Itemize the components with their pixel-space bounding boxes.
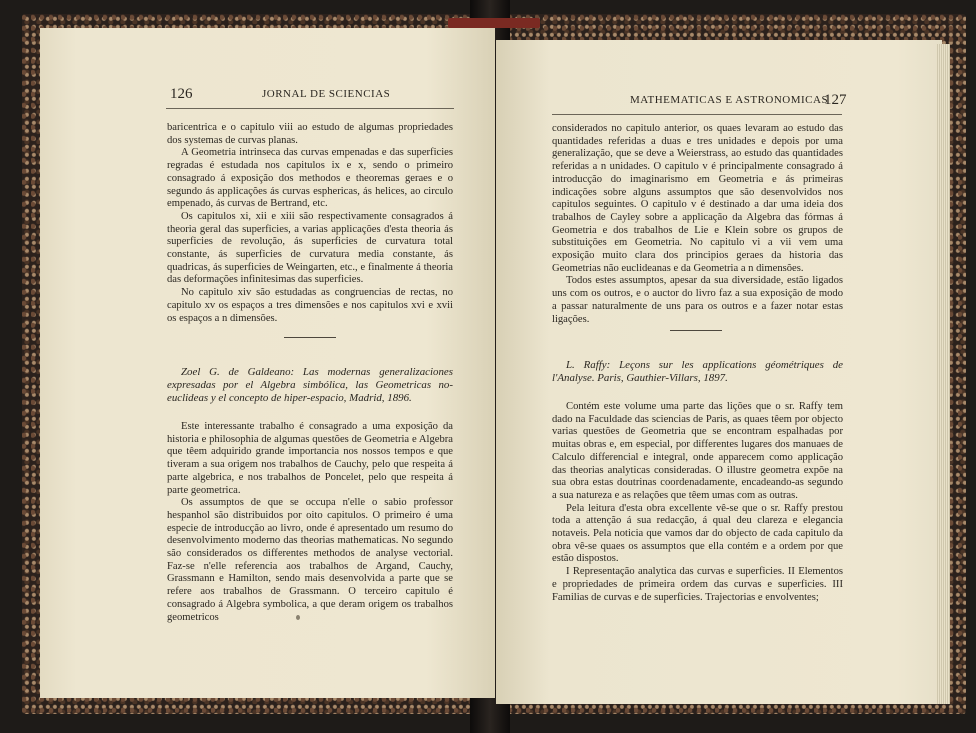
header-rule	[552, 114, 842, 115]
text-column	[552, 123, 843, 326]
bookmark-ribbon	[448, 18, 540, 28]
page-number: 126	[170, 86, 193, 102]
running-head: JORNAL DE SCIENCIAS	[262, 88, 391, 100]
header-rule	[166, 108, 454, 109]
running-head: MATHEMATICAS E ASTRONOMICAS	[630, 94, 829, 106]
paragraph: No capitulo xiv são estudadas as congruencias de rectas, no capitulo xv os espaços a tres dimensões e nos capitulos xvi e xvii os espaços a n dimensões.	[167, 287, 453, 324]
paragraph: Todos estes assumptos, apesar da sua diversidade, estão ligados uns com os outros, e o auctor do livro faz a sua exposição de modo a passar naturalmente de uns para os outros e a fazer notar estas ligações.	[552, 275, 843, 325]
paragraph: A Geometria intrinseca das curvas empenadas e das superficies regradas é estudada nos capitulos ix e x, sendo o primeiro consagrado á exposição dos methodos e theoremas geraes e o segundo ás applicações ás curvas esphericas, ás helices, ao circulo empenado, ás curvas de Bertrand, etc.	[167, 147, 453, 210]
page-number: 127	[824, 92, 847, 108]
paragraph: Os capitulos xi, xii e xiii são respectivamente consagrados á theoria geral das superficies, a varias applicações d'esta theoria ás superficies de revolução, ás superficies de curvatura total constante, ás superficies de curvatura media constante, ás quadricas, ás superficies de Weingarten, etc., e finalmente á theoria das deformações infinitesimas das superficies.	[167, 210, 453, 286]
text-column	[552, 359, 843, 604]
page-edges	[936, 44, 950, 704]
left-page	[40, 28, 495, 698]
section-separator	[284, 337, 336, 338]
section-separator	[670, 330, 722, 331]
paragraph: I Representação analytica das curvas e superficies. II Elementos e propriedades de primeira ordem das curvas e superficies. III Familias de curvas e de superficies. Trajectorias e envolventes;	[552, 566, 843, 603]
paragraph: Os assumptos de que se occupa n'elle o sabio professor hespanhol são distribuidos por oito capitulos. O primeiro é uma especie de introducção ao livro, onde é apresentado um resumo do desenvolvimento moderno das theorias mathematicas. No segundo são considerados os differentes methodos de analyse vectorial. Faz-se n'elle referencia aos trabalhos de Argand, Cauchy, Grassmann e Hamilton, sendo mais desenvolvida a parte que se refere aos trabalhos de Grassmann. O terceiro capitulo é consagrado á Algebra symbolica, a que deram origem os trabalhos geometricos	[167, 497, 453, 623]
paragraph: Este interessante trabalho é consagrado a uma exposição da historia e philosophia de algumas questões de Geometria e Algebra que têem adquirido grande importancia nos nossos tempos e que tiveram a sua origem nos trabalhos de Cauchy, pelo que respeita á parte algebrica, e nos trabalhos de Poncelet, pelo que respeita á parte geometrica.	[167, 421, 453, 496]
bibliographic-entry: Zoel G. de Galdeano: Las modernas generalizaciones expresadas por el Algebra simbólica, las Geometricas no-euclideas y el concepto de hiper-espacio, Madrid, 1896.	[167, 366, 453, 404]
paragraph: considerados no capitulo anterior, os quaes levaram ao estudo das quantidades referidas a duas e tres unidades e depois por uma generalização, que se deve a Weierstrass, ao estudo das quantidades referidas a n unidades. O capitulo v é principalmente consagrado á introducção do imaginarismo em Geometria e ás primeiras indicações sobre alguns assumptos que são desenvolvidos nos capitulos seguintes. O capitulo v é destinado a dar uma ideia dos trabalhos de Cayley sobre a applicação da Algebra das fórmas á Geometria e dos trabalhos de Lie e Klein sobre os grupos de substituições em Geometria. No capitulo vi a vii vem uma exposição muito clara dos principios geraes da historia das Geometrias não euclideanas e da Geometria a n dimensões.	[552, 123, 843, 274]
paragraph: baricentrica e o capitulo viii ao estudo de algumas propriedades dos systemas de curvas planas.	[167, 122, 453, 146]
right-page	[496, 40, 942, 704]
bibliographic-entry: L. Raffy: Leçons sur les applications géométriques de l'Analyse. Paris, Gauthier-Villars, 1897.	[552, 359, 843, 384]
paragraph: Contém este volume uma parte das lições que o sr. Raffy tem dado na Faculdade das sciencias de Paris, as quaes têem por objecto varias questões de Geometria que se encontram espalhadas por muitas obras e, em especial, por differentes lugares dos manuaes de Calculo differencial e integral, onde apparecem como applicação das theorias analyticas consideradas. O illustre geometra expõe na sua obra estas doutrinas coordenadamente, encadeando-as segundo a sua natureza e as relações que têem umas com as outras.	[552, 401, 843, 501]
text-column	[167, 366, 453, 624]
page-mark	[296, 615, 300, 620]
text-column	[167, 122, 453, 325]
paragraph: Pela leitura d'esta obra excellente vê-se que o sr. Raffy prestou toda a attenção á sua redacção, á qual deu clareza e elegancia notaveis. Pela noticia que vamos dar do objecto de cada capitulo da obra vê-se quaes os assumptos que ella contém e a ordem por que estão dispostos.	[552, 502, 843, 565]
